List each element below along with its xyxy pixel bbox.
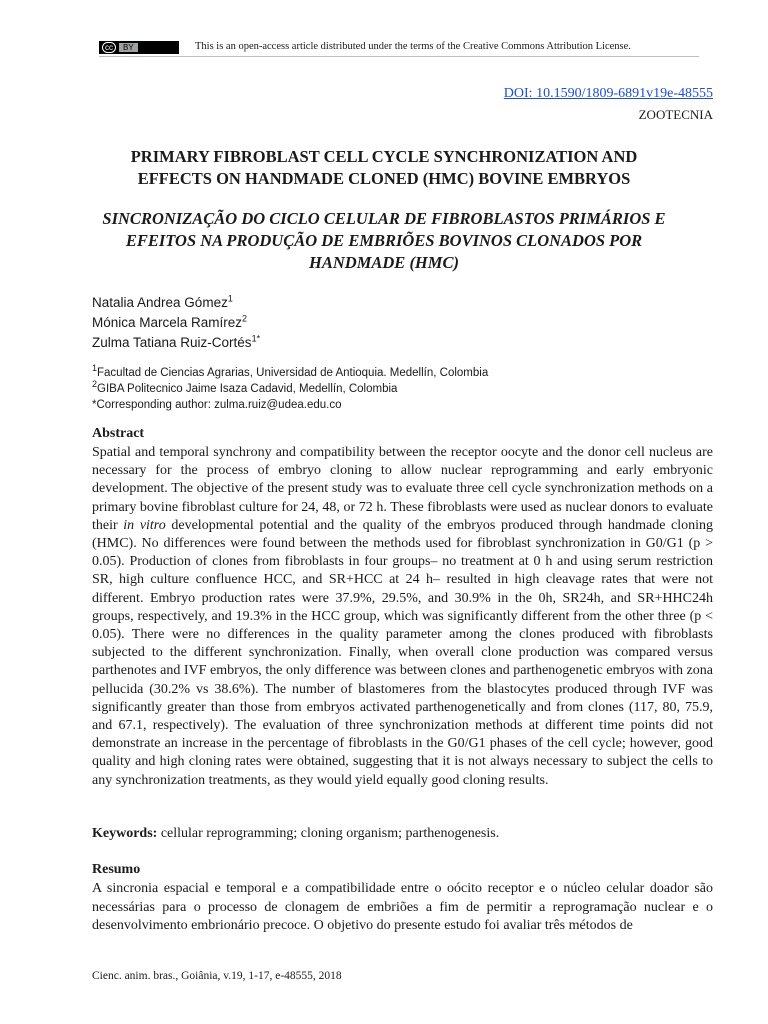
- affiliations: [92, 365, 488, 413]
- license-text: This is an open-access article distributed under the terms of the Creative Commons Attribution License.: [195, 41, 631, 52]
- keywords: Keywords: cellular reprogramming; cloning organism; parthenogenesis.: [92, 826, 500, 841]
- author-list: [92, 293, 260, 353]
- cc-icon: cc: [102, 42, 116, 53]
- affiliation: $^1$Facultad de Ciencias Agrarias, Universidad de Antioquia. Medellín, Colombia: [92, 363, 489, 379]
- abstract-body: Spatial and temporal synchrony and compatibility between the receptor oocyte and the donor cell nucleus are necessary for the process of embryo cloning to allow nuclear reprogramming and early embryonic development. The objective of the present study was to evaluate three cell cycle synchronization methods on a primary bovine fibroblast culture for 24, 48, or 72 h. These fibroblasts were used as nuclear donors to evaluate their in vitro developmental potential and the quality of the embryos produced through handmade cloning (HMC). No differences were found between the methods used for fibroblast synchronization in G0/G1 (p > 0.05). Production of clones from fibroblasts in four groups– no treatment at 0 h and using serum restriction SR, high culture confluence HCC, and SR+HCC at 24 h– resulted in high cleavage rates that were not different. Embryo production rates were 37.9%, 29.5%, and 30.9% in the 0h, SR24h, and SR+HHC24h groups, respectively, and 19.3% in the HCC group, which was significantly different from the other three (p < 0.05). There were no differences in the quality parameter among the clones produced with fibroblasts subjected to the different synchronization. Finally, when overall clone production was compared versus parthenotes and IVF embryos, the only difference was between clones and parthenogenetic embryos with zona pellucida (30.2% vs 38.6%). The number of blastomeres from the blastocytes produced through IVF was significantly greater than those from embryos activated parthenogenetically and from clones (117, 80, 75.9, and 67.1, respectively). The evaluation of three synchronization methods at different time points did not demonstrate an increase in the percentage of fibroblasts in the G0/G1 phases of the cell cycle; however, good quality and high cloning rates were obtained, suggesting that it is not always necessary to subject the cells to any synchronization treatments, as they would yield equally good cloning results.: [92, 445, 714, 788]
- resumo-heading: Resumo: [92, 862, 141, 877]
- title-portuguese: SINCRONIZAÇÃO DO CICLO CELULAR DE FIBROBLASTOS PRIMÁRIOS E EFEITOS NA PRODUÇÃO DE EMBRIÕES BOVINOS CLONADOS POR HANDMADE (HMC): [102, 209, 666, 272]
- license-bar: [99, 40, 699, 57]
- resumo-body: A sincronia espacial e temporal e a compatibilidade entre o oócito receptor e o núcleo celular doador são necessárias para o processo de clonagem de embriões a fim de permitir a reprogramação nuclear e o desenvolvimento embrionário precoce. O objetivo do presente estudo foi avaliar três métodos de: [92, 881, 713, 933]
- journal-footer: Cienc. anim. bras., Goiânia, v.19, 1-17, e-48555, 2018: [92, 970, 342, 982]
- title-english: PRIMARY FIBROBLAST CELL CYCLE SYNCHRONIZATION AND EFFECTS ON HANDMADE CLONED (HMC) BOVINE EMBRYOS: [130, 147, 638, 188]
- author: Mónica Marcela Ramírez$^2$: [92, 313, 248, 330]
- author: Natalia Andrea Gómez$^1$: [92, 293, 233, 310]
- by-icon: BY: [119, 43, 138, 52]
- corresponding-author: *Corresponding author: zulma.ruiz@udea.edu.co: [92, 399, 342, 411]
- author: Zulma Tatiana Ruiz-Cortés$^{1*}$: [92, 333, 261, 350]
- cc-by-license-badge[interactable]: [99, 41, 179, 54]
- doi-link[interactable]: DOI: 10.1590/1809-6891v19e-48555: [503, 86, 713, 101]
- affiliation: $^2$GIBA Politecnico Jaime Isaza Cadavid, Medellín, Colombia: [92, 379, 398, 395]
- section-label: ZOOTECNIA: [638, 107, 713, 122]
- abstract-heading: Abstract: [92, 426, 145, 441]
